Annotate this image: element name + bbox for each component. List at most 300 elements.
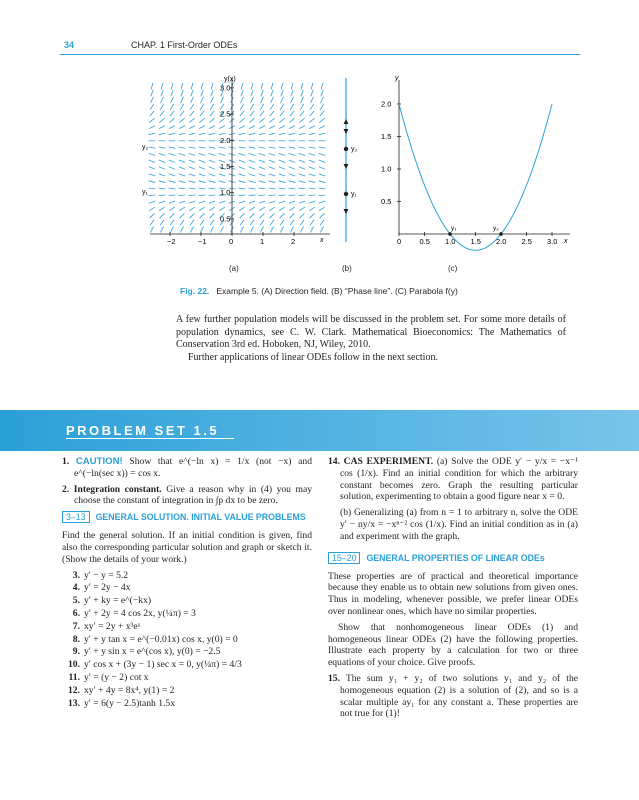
- field-segment: [310, 104, 313, 110]
- problem-15-number: 15.: [328, 672, 340, 684]
- field-segment: [260, 220, 264, 226]
- field-segment: [289, 207, 295, 211]
- field-segment: [199, 153, 205, 155]
- c-x-tick-label: 2.0: [496, 237, 507, 246]
- field-segment: [300, 213, 305, 218]
- caption-label: Fig. 22.: [180, 286, 210, 296]
- equation-4: [62, 582, 312, 594]
- left-column: [62, 456, 312, 710]
- field-segment: [149, 147, 156, 148]
- field-segment: [210, 226, 213, 232]
- field-segment: [240, 213, 245, 218]
- figure-caption: [180, 286, 458, 296]
- field-segment: [179, 167, 185, 170]
- field-segment: [239, 201, 245, 203]
- field-segment: [269, 195, 276, 196]
- field-segment: [319, 181, 326, 183]
- field-segment: [210, 213, 215, 218]
- equation-number: 11.: [68, 671, 80, 683]
- parabola-plot: [378, 72, 578, 252]
- field-segment: [310, 213, 315, 218]
- field-segment: [151, 83, 153, 90]
- field-segment: [179, 195, 186, 196]
- field-segment: [180, 111, 184, 116]
- field-segment: [269, 181, 276, 183]
- field-segment: [289, 181, 296, 183]
- caution-label: CAUTION!: [75, 456, 123, 467]
- field-segment: [300, 220, 304, 226]
- field-segment: [219, 126, 225, 129]
- field-segment: [309, 153, 315, 155]
- field-segment: [309, 174, 315, 176]
- field-segment: [159, 160, 165, 162]
- field-segment: [149, 188, 156, 189]
- field-segment: [321, 83, 323, 90]
- running-header: CHAP. 1 First-Order ODEs: [131, 40, 238, 50]
- field-segment: [309, 195, 316, 196]
- c-x-tick-label: 3.0: [547, 237, 558, 246]
- field-segment: [279, 181, 286, 183]
- section-intro-3-13: Find the general solution. If an initial condition is given, find also the corresponding particular solution and graph or sketch it. (Show the details of your work.): [62, 530, 312, 565]
- field-segment: [209, 147, 216, 148]
- field-segment: [209, 118, 214, 122]
- field-segment: [239, 207, 245, 211]
- a-y-tick-label: 1.0: [220, 188, 231, 198]
- field-segment: [160, 226, 163, 232]
- field-segment: [320, 111, 324, 116]
- field-segment: [189, 195, 196, 196]
- field-segment: [219, 133, 226, 134]
- field-segment: [269, 207, 275, 211]
- field-segment: [259, 188, 266, 189]
- c-x-tick-label: 1.0: [445, 237, 456, 246]
- section-intro-15-20: These properties are of practical and theoretical importance because they enable us to obtain new solutions from given ones. Thus in modeling, whenever possible, we prefer linear ODEs over nonlinear ones, which have no similar properties.: [328, 570, 578, 617]
- field-segment: [209, 174, 215, 176]
- field-segment: [289, 167, 295, 170]
- field-segment: [179, 181, 186, 183]
- field-segment: [321, 90, 323, 96]
- field-segment: [319, 207, 325, 211]
- field-segment: [249, 153, 255, 155]
- field-segment: [249, 207, 255, 211]
- field-segment: [179, 147, 186, 148]
- field-segment: [171, 83, 173, 90]
- field-segment: [290, 226, 293, 232]
- field-segment: [219, 201, 225, 203]
- field-segment: [269, 160, 275, 162]
- field-segment: [200, 104, 203, 110]
- field-segment: [239, 181, 246, 183]
- direction-field-plot: [140, 72, 340, 252]
- field-segment: [310, 220, 314, 226]
- field-segment: [160, 111, 164, 116]
- field-segment: [241, 83, 243, 90]
- field-segment: [179, 201, 185, 203]
- sublabel-b: (b): [342, 264, 352, 273]
- field-segment: [259, 126, 265, 129]
- field-segment: [150, 220, 154, 226]
- equation-text: xy′ = 2y + x³eˣ: [84, 620, 141, 632]
- field-segment: [249, 174, 255, 176]
- field-segment: [300, 226, 303, 232]
- field-segment: [300, 111, 304, 116]
- field-segment: [211, 90, 213, 96]
- field-segment: [260, 104, 263, 110]
- field-segment: [271, 83, 273, 90]
- field-segment: [279, 167, 285, 170]
- field-segment: [299, 195, 306, 196]
- problem-set-title: PROBLEM SET 1.5: [66, 423, 220, 438]
- field-segment: [290, 104, 293, 110]
- field-segment: [170, 226, 173, 232]
- field-segment: [259, 174, 265, 176]
- field-segment: [269, 201, 275, 203]
- header-rule: [60, 54, 580, 55]
- c-y-tick-label: 1.0: [381, 164, 392, 174]
- field-segment: [259, 153, 265, 155]
- a-y-tick-label: 2.5: [220, 109, 231, 119]
- field-segment: [251, 83, 253, 90]
- equation-text: y′ + y tan x = e^(−0.01x) cos x, y(0) = 0: [84, 633, 238, 645]
- phase-arrow-up-3: [344, 209, 349, 214]
- field-segment: [199, 174, 205, 176]
- field-segment: [320, 104, 323, 110]
- field-segment: [319, 133, 326, 134]
- field-segment: [239, 160, 245, 162]
- field-segment: [169, 126, 175, 129]
- field-segment: [259, 181, 266, 183]
- c-x-tick-label: 2.5: [521, 237, 532, 246]
- field-segment: [249, 201, 255, 203]
- field-segment: [250, 104, 253, 110]
- b-y2-label: y₂: [351, 146, 358, 153]
- problem-14-number: 14.: [328, 456, 340, 467]
- field-segment: [189, 201, 195, 203]
- field-segment: [180, 220, 184, 226]
- field-segment: [319, 147, 326, 148]
- field-segment: [259, 160, 265, 162]
- field-segment: [190, 104, 193, 110]
- field-segment: [260, 213, 265, 218]
- field-segment: [309, 126, 315, 129]
- sublabel-a: (a): [229, 264, 239, 273]
- field-segment: [270, 104, 273, 110]
- field-segment: [321, 97, 324, 103]
- equation-10: [62, 659, 312, 671]
- equation-text: y′ = (y − 2) cot x: [84, 671, 149, 683]
- field-segment: [299, 181, 306, 183]
- field-segment: [179, 174, 185, 176]
- a-y-tick-label: 0.5: [220, 214, 231, 224]
- equation-number: 6.: [72, 607, 80, 619]
- field-segment: [181, 97, 184, 103]
- field-segment: [299, 126, 305, 129]
- field-segment: [169, 133, 176, 134]
- phase-arrow-down-1: [344, 119, 349, 124]
- field-segment: [289, 201, 295, 203]
- field-segment: [289, 174, 295, 176]
- field-segment: [191, 83, 193, 90]
- problem-15: [328, 673, 578, 720]
- field-segment: [311, 83, 313, 90]
- field-segment: [309, 201, 315, 203]
- field-segment: [279, 207, 285, 211]
- field-segment: [191, 97, 194, 103]
- field-segment: [309, 207, 315, 211]
- field-segment: [280, 220, 284, 226]
- c-y-tick-label: 0.5: [381, 197, 392, 206]
- field-segment: [261, 90, 263, 96]
- equation-number: 10.: [68, 659, 80, 671]
- field-segment: [239, 167, 245, 170]
- field-segment: [259, 133, 266, 134]
- field-segment: [199, 201, 205, 203]
- field-segment: [269, 167, 275, 170]
- field-segment: [269, 147, 276, 148]
- direction-field-arrows: [149, 83, 326, 232]
- field-segment: [279, 188, 286, 189]
- field-segment: [240, 104, 243, 110]
- field-segment: [179, 133, 186, 134]
- a-y1-label: y₁: [142, 189, 148, 196]
- field-segment: [221, 97, 224, 103]
- field-segment: [159, 174, 165, 176]
- equation-text: y′ + ky = e^(−kx): [84, 595, 152, 607]
- problem-14: [328, 456, 578, 503]
- field-segment: [270, 226, 273, 232]
- field-segment: [259, 195, 266, 196]
- field-segment: [159, 147, 166, 148]
- field-segment: [189, 207, 195, 211]
- field-segment: [299, 201, 305, 203]
- field-segment: [159, 195, 166, 196]
- field-segment: [251, 90, 253, 96]
- a-y-label: y(x): [224, 76, 236, 83]
- field-segment: [161, 83, 163, 90]
- page-number: 34: [64, 40, 75, 50]
- field-segment: [199, 195, 206, 196]
- field-segment: [249, 118, 254, 122]
- field-segment: [310, 226, 313, 232]
- field-segment: [241, 90, 243, 96]
- field-segment: [199, 181, 206, 183]
- field-segment: [279, 153, 285, 155]
- phase-point-y2: [344, 147, 348, 151]
- equation-7: [62, 621, 312, 633]
- field-segment: [309, 167, 315, 170]
- field-segment: [180, 226, 183, 232]
- field-segment: [200, 226, 203, 232]
- field-segment: [259, 201, 265, 203]
- field-segment: [199, 147, 206, 148]
- field-segment: [201, 90, 203, 96]
- field-segment: [209, 207, 215, 211]
- field-segment: [201, 97, 204, 103]
- a-x-tick-label: 1: [260, 237, 265, 246]
- equation-6: [62, 608, 312, 620]
- field-segment: [209, 153, 215, 155]
- field-segment: [199, 133, 206, 134]
- field-segment: [189, 167, 195, 170]
- field-segment: [171, 97, 174, 103]
- equation-11: [62, 672, 312, 684]
- field-segment: [299, 118, 304, 122]
- field-segment: [290, 111, 294, 116]
- field-segment: [319, 195, 326, 196]
- field-segment: [150, 104, 153, 110]
- field-segment: [309, 147, 316, 148]
- field-segment: [289, 188, 296, 189]
- equation-number: 13.: [68, 697, 80, 709]
- field-segment: [299, 188, 306, 189]
- problem-14-part-a: (a) Solve the ODE y′ − y/x = −x⁻¹ cos (1/x). Find an initial condition for which the arbitrary constant becomes zero. Graph the resulting particular solution, experimenting to obtain a good figure near x = 0.: [340, 456, 578, 503]
- field-segment: [160, 104, 163, 110]
- field-segment: [181, 90, 183, 96]
- problem-1-text: Show that e^(−ln x) = 1/x (not −x) and e^(−ln(sec x)) = cos x.: [74, 456, 313, 479]
- field-segment: [160, 220, 164, 226]
- a-y-tick-label: 1.5: [220, 161, 231, 171]
- field-segment: [149, 133, 156, 134]
- field-segment: [309, 181, 316, 183]
- a-x-tick-label: 2: [291, 237, 296, 246]
- field-segment: [219, 118, 224, 122]
- field-segment: [181, 83, 183, 90]
- field-segment: [279, 160, 285, 162]
- field-segment: [189, 118, 194, 122]
- field-segment: [269, 133, 276, 134]
- field-segment: [189, 181, 196, 183]
- field-segment: [271, 97, 274, 103]
- field-segment: [199, 126, 205, 129]
- field-segment: [169, 201, 175, 203]
- field-segment: [289, 160, 295, 162]
- field-segment: [259, 207, 265, 211]
- field-segment: [279, 133, 286, 134]
- field-segment: [291, 90, 293, 96]
- field-segment: [149, 118, 154, 122]
- a-x-label: x: [320, 237, 324, 244]
- c-y2-label: y₂: [493, 225, 499, 232]
- field-segment: [199, 188, 206, 189]
- field-segment: [239, 126, 245, 129]
- c-x-tick-label: 0: [397, 237, 402, 246]
- field-segment: [199, 207, 205, 211]
- field-segment: [210, 220, 214, 226]
- field-segment: [180, 104, 183, 110]
- field-segment: [190, 111, 194, 116]
- field-segment: [169, 153, 175, 155]
- field-segment: [149, 153, 155, 155]
- field-segment: [281, 90, 283, 96]
- field-segment: [299, 167, 305, 170]
- field-segment: [210, 111, 214, 116]
- field-segment: [309, 188, 316, 189]
- phase-line-plot: [336, 72, 376, 252]
- field-segment: [319, 126, 325, 129]
- field-segment: [149, 207, 155, 211]
- field-segment: [270, 220, 274, 226]
- equation-text: y′ + 2y = 4 cos 2x, y(¼π) = 3: [84, 607, 196, 619]
- equation-12: [62, 685, 312, 697]
- c-x-label: x: [564, 238, 568, 245]
- body-text: [176, 314, 566, 364]
- field-segment: [279, 118, 284, 122]
- field-segment: [301, 83, 303, 90]
- c-y-tick-label: 1.5: [381, 132, 392, 141]
- a-x-tick-label: 0: [229, 237, 234, 246]
- problem-set-title-rule: [66, 438, 234, 439]
- a-y2-label: y₂: [142, 144, 149, 151]
- c-y-label: y: [395, 75, 399, 82]
- field-segment: [280, 213, 285, 218]
- field-segment: [290, 220, 294, 226]
- field-segment: [289, 126, 295, 129]
- b-y1-label: y₁: [351, 191, 357, 198]
- field-segment: [299, 147, 306, 148]
- field-segment: [301, 90, 303, 96]
- field-segment: [261, 97, 264, 103]
- field-segment: [200, 220, 204, 226]
- field-segment: [249, 133, 256, 134]
- field-segment: [269, 153, 275, 155]
- equation-number: 5.: [72, 595, 80, 607]
- a-y-tick-label: 3.0: [220, 83, 231, 93]
- field-segment: [189, 133, 196, 134]
- field-segment: [319, 118, 324, 122]
- field-segment: [250, 213, 255, 218]
- field-segment: [320, 213, 325, 218]
- field-segment: [169, 160, 175, 162]
- field-segment: [199, 167, 205, 170]
- problem-2-number: 2.: [62, 483, 70, 495]
- field-segment: [219, 153, 225, 155]
- field-segment: [320, 226, 323, 232]
- field-segment: [250, 226, 253, 232]
- field-segment: [319, 188, 326, 189]
- field-segment: [170, 220, 174, 226]
- field-segment: [190, 220, 194, 226]
- equation-3: [62, 570, 312, 582]
- problem-15-text: The sum y₁ + y₂ of two solutions y₁ and y₂ of the homogeneous equation (2) is a solution of (2), and so is a scalar multiple ay₁ for any constant a. These properties are not true for (1)!: [340, 672, 579, 720]
- field-segment: [191, 90, 193, 96]
- field-segment: [190, 213, 195, 218]
- field-segment: [209, 167, 215, 170]
- field-segment: [301, 97, 304, 103]
- field-segment: [169, 181, 176, 183]
- field-segment: [149, 181, 156, 183]
- field-segment: [281, 83, 283, 90]
- problem-1-number: 1.: [62, 456, 70, 467]
- field-segment: [159, 133, 166, 134]
- section-heading-15-20: [328, 553, 578, 564]
- field-segment: [189, 153, 195, 155]
- section-range-15-20: 15–20: [328, 552, 360, 564]
- c-x-tick-label: 0.5: [419, 237, 430, 246]
- field-segment: [150, 213, 155, 218]
- field-segment: [261, 83, 263, 90]
- field-segment: [269, 188, 276, 189]
- field-segment: [319, 174, 325, 176]
- equation-5: [62, 595, 312, 607]
- field-segment: [209, 160, 215, 162]
- field-segment: [269, 126, 275, 129]
- c-x-tick-label: 1.5: [470, 237, 481, 246]
- field-segment: [269, 118, 274, 122]
- c-y-tick-label: 2.0: [381, 99, 392, 109]
- field-segment: [239, 174, 245, 176]
- equation-text: xy′ + 4y = 8x⁴, y(1) = 2: [84, 684, 175, 696]
- equation-number: 7.: [72, 620, 80, 632]
